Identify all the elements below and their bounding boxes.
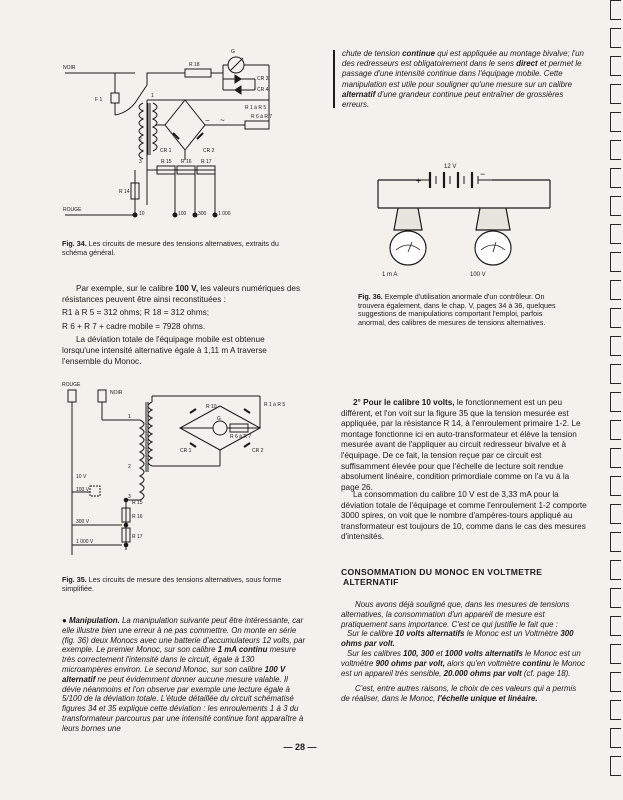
fig36-caption (358, 293, 558, 327)
right-top-b1: continue (402, 49, 435, 58)
fig35-label-r6r7: R 6 à R 7 (230, 434, 252, 440)
fig36-label-12v: 12 V (444, 164, 457, 170)
fig36-label-ma: 1 m A (382, 272, 398, 278)
fig35-label-n3: 3 (128, 494, 131, 500)
fig35-label-n1: 1 (128, 414, 131, 420)
section-p3-i: le Monoc est un appareil très sensible, (341, 658, 586, 678)
fig34-caption (62, 240, 302, 257)
fig34-label-cr1: CR 1 (160, 148, 172, 154)
fig35-caption (62, 576, 302, 593)
fig34-label-t1000: 1 000 (218, 211, 231, 217)
fig35-label-cr2: CR 2 (252, 448, 264, 454)
section-p3-a: Sur les calibres (347, 648, 404, 658)
fig35-label-r16: R 16 (132, 514, 143, 520)
para-calibre-10v (341, 398, 587, 493)
section-p4-a: C'est, entre autres raisons, le choix de ces valeurs qui a permis de réaliser, dans le Monoc, (341, 684, 577, 704)
fig34-schematic (55, 45, 295, 230)
fig35-label-cr1: CR 1 (180, 448, 192, 454)
fig35-caption-num: Fig. 35. (62, 575, 87, 584)
section-p2-c: le Monoc est un Voltmètre (464, 629, 561, 639)
para-calibre-eq2: R 6 + R 7 + cadre mobile = 7928 ohms. (62, 321, 206, 331)
fig35-label-r17: R 17 (132, 534, 143, 540)
para-calibre-text1-pre: Par exemple, sur le calibre (76, 284, 176, 293)
fig34-label-t10: 10 (139, 211, 145, 217)
para-calibre-100v (62, 284, 304, 367)
fig34-label-r15: R 15 (161, 159, 172, 165)
section-p3-k: (cf. page 18). (521, 668, 571, 678)
section-p3-h: continu (522, 658, 551, 668)
section-heading-line2: ALTERNATIF (343, 577, 399, 587)
fig35-label-noir: NOIR (110, 390, 123, 396)
section-heading (341, 567, 591, 587)
section-p2-b: 10 volts alternatifs (395, 629, 465, 639)
fig34-label-r1r5: R 1 à R 5 (245, 105, 267, 111)
fig34-label-n2: 2 (139, 137, 142, 143)
section-body (341, 600, 587, 704)
fig34-caption-text: Les circuits de mesure des tensions alternatives, extraits du schéma général. (62, 239, 279, 257)
manipulation-title: Manipulation. (68, 616, 120, 625)
fig35-label-v10: 10 V (76, 474, 87, 480)
section-p4-b: l'échelle unique et linéaire. (437, 694, 538, 704)
fig34-label-minus: − (205, 116, 210, 125)
right-top-paragraph (342, 49, 586, 110)
right-top-rule (333, 50, 335, 108)
para-consumption (341, 490, 587, 543)
section-p3-e: le Monoc est un voltmètre (341, 648, 581, 668)
fig36-caption-num: Fig. 36. (358, 292, 383, 301)
section-p2-d: 300 ohms par volt. (341, 629, 574, 649)
fig35-caption-text: Les circuits de mesure des tensions alternatives, sous forme simplifiée. (62, 575, 282, 593)
section-p3-c: et (433, 648, 445, 658)
right-top-text-d: d'une grandeur continue peut entraîner de grossières erreurs. (342, 89, 564, 110)
right-top-b2: direct (516, 59, 538, 69)
manipulation-text-b: mesure très correctement l'intensité dans le circuit, égale à 130 microampères environ. Le second Monoc, sur son calibre (62, 645, 296, 674)
fig34-label-g: G (231, 49, 235, 55)
page-number: — 28 — (283, 742, 317, 752)
right-top-text-c: et permet le passage d'une intensité continue dans l'équipage mobile. Cette manipulation est utile pour souligner qu'une mesure sur un calibre (342, 59, 582, 89)
fig34-label-cr4: CR 4 (257, 87, 269, 93)
para-calibre-text2: La déviation totale de l'équipage mobile est obtenue lorsqu'une intensité alternative égale à 1,11 m A traverse l'ensemble du Monoc. (62, 335, 267, 366)
para-10v-text: le fonctionnement est un peu différent, et l'on voit sur la figure 35 que la tension mesurée est appliquée, par la résistance R 14, à l'enroulement primaire 1-2. Le montage fonctionne ici en auto-transformateur et élève la tension mesurée avant de l'appliquer au circuit redresseur bivalve et à l'équipage. De ce fait, la tension reçue par ce circuit est suffisamment élevée pour que l'échelle de lecture soit rendue absolument linéaire, condition primordiale comme on l'a vu à la page 26. (341, 398, 581, 492)
fig35-label-v1000: 1 000 V (76, 539, 94, 545)
fig35-label-r1r5: R 1 à R 5 (264, 402, 286, 408)
fig35-schematic (60, 380, 305, 560)
section-p3-b: 100, 300 (403, 648, 434, 658)
fig35-label-r15: R 15 (132, 500, 143, 506)
binding-edge (607, 0, 623, 800)
fig34-label-noir: NOIR (63, 65, 76, 71)
fig34-label-r16: R 16 (181, 159, 192, 165)
fig34-label-rouge: ROUGE (63, 207, 82, 213)
manipulation-b2: 100 V alternatif (62, 664, 286, 684)
manipulation-text-a: La manipulation suivante peut être intéressante, car elle illustre bien une erreur à ne pas commettre. On monte en série (fig. 36) deux Monocs avec une batterie d'accumulateurs 12 volts, par exemple. Le premier Monoc, sur son calibre (62, 616, 306, 655)
fig36-label-100v: 100 V (470, 272, 486, 278)
fig34-label-t100: 100 (178, 211, 187, 217)
section-p3-g: alors qu'en voltmètre (444, 658, 523, 668)
fig34-label-cr2: CR 2 (203, 148, 215, 154)
right-top-text-a: chute de tension (342, 49, 403, 58)
section-p1: Nous avons déjà souligné que, dans les mesures de tensions alternatives, la consommation d'un appareil de mesure est pratiquement sans importance. C'est ce qui justifie le fait que : (341, 600, 570, 629)
fig34-label-r18: R 18 (189, 62, 200, 68)
fig36-drawing (370, 160, 560, 285)
section-p3-j: 20.000 ohms par volt (443, 668, 522, 678)
section-p3-d: 1000 volts alternatifs (444, 648, 523, 658)
section-heading-line1: CONSOMMATION DU MONOC EN VOLTMETRE (341, 567, 543, 577)
fig36-label-plus: + (416, 176, 422, 186)
fig35-label-r10: R 10 (206, 404, 217, 410)
fig36-label-minus: − (480, 169, 486, 179)
right-top-b3: alternatif (342, 89, 376, 99)
fig34-label-n1: 1 (151, 93, 154, 99)
fig34-caption-num: Fig. 34. (62, 239, 87, 248)
fig36-caption-text: Exemple d'utilisation anormale d'un contrôleur. On trouvera également, dans le chap. V, pages 34 à 36, quelques suggestions de manipulations comportant l'emploi, parfois anormal, des calibres de mesures de tensions alternatives. (358, 292, 556, 327)
section-p2-a: Sur le calibre (347, 629, 396, 639)
fig35-label-v300: 300 V (76, 519, 90, 525)
fig34-label-r17: R 17 (201, 159, 212, 165)
para-consumption-text: La consommation du calibre 10 V est de 3,33 mA pour la déviation totale de l'équipage et comme l'enroulement 1-2 comporte 3000 spires, on voit que le nombre d'ampères-tours appliqué au transformateur est toujours de 10, comme dans le cas des mesures d'intensités. (341, 490, 587, 542)
para-calibre-eq1: R1 à R 5 = 312 ohms; R 18 = 312 ohms; (62, 308, 210, 318)
manipulation-b1: 1 mA continu (217, 645, 268, 655)
fig35-label-g: G (217, 416, 221, 422)
manipulation-paragraph: ● Manipulation. La manipulation suivante peut être intéressante, car elle illustre bien une erreur à ne pas commettre. On monte en série (fig. 36) deux Monocs avec une batterie d'accumulateurs 12 volts, par exemple. Le premier Monoc, sur son calibre 1 mA continu mesure très correctement l'intensité dans le circuit, égale à 130 microampères environ. Le second Monoc, sur son calibre 100 V alternatif ne peut évidemment donner aucune mesure valable. Il dévie néanmoins et l'on observe par exemple une lecture égale à 5/100 de la déviation totale. L'étude détaillée du circuit schématisé figures 34 et 35 explique cette déviation : les enroulements 1 à 3 du transformateur parcourus par une intensité continue font apparaître à leurs bornes une (62, 616, 306, 733)
para-10v-bold: 2° Pour le calibre 10 volts, (353, 398, 455, 407)
fig34-label-cr3: CR 3 (257, 76, 269, 82)
fig35-label-v100: 100 V (76, 487, 90, 493)
fig34-label-r14: R 14 (119, 189, 130, 195)
fig34-label-t300: 300 (198, 211, 207, 217)
fig34-label-n3: 3 (139, 159, 142, 165)
fig34-label-r6r7: R 6 à R 7 (251, 114, 273, 120)
para-calibre-text1-post: les valeurs numériques des résistances peuvent être ainsi reconstituées : (62, 284, 301, 304)
fig34-label-tilde: ~ (220, 116, 225, 125)
fig34-label-f1: F 1 (95, 97, 103, 103)
fig35-label-rouge: ROUGE (62, 382, 81, 388)
right-top-text-b: qui est appliquée au montage bivalve; l'un des redresseurs est obligatoirement dans le sens (342, 49, 584, 69)
manipulation-text-c: ne peut évidemment donner aucune mesure valable. Il dévie néanmoins et l'on observe par exemple une lecture égale à 5/100 de la déviation totale. L'étude détaillée du circuit schématisé figures 34 et 35 explique cette déviation : les enroulements 1 à 3 du transformateur parcourus par une intensité continue font apparaître à leurs bornes une (62, 674, 304, 733)
fig35-label-n2: 2 (128, 464, 131, 470)
para-calibre-text1-bold: 100 V, (175, 284, 199, 293)
section-p3-f: 900 ohms par volt, (375, 658, 445, 668)
